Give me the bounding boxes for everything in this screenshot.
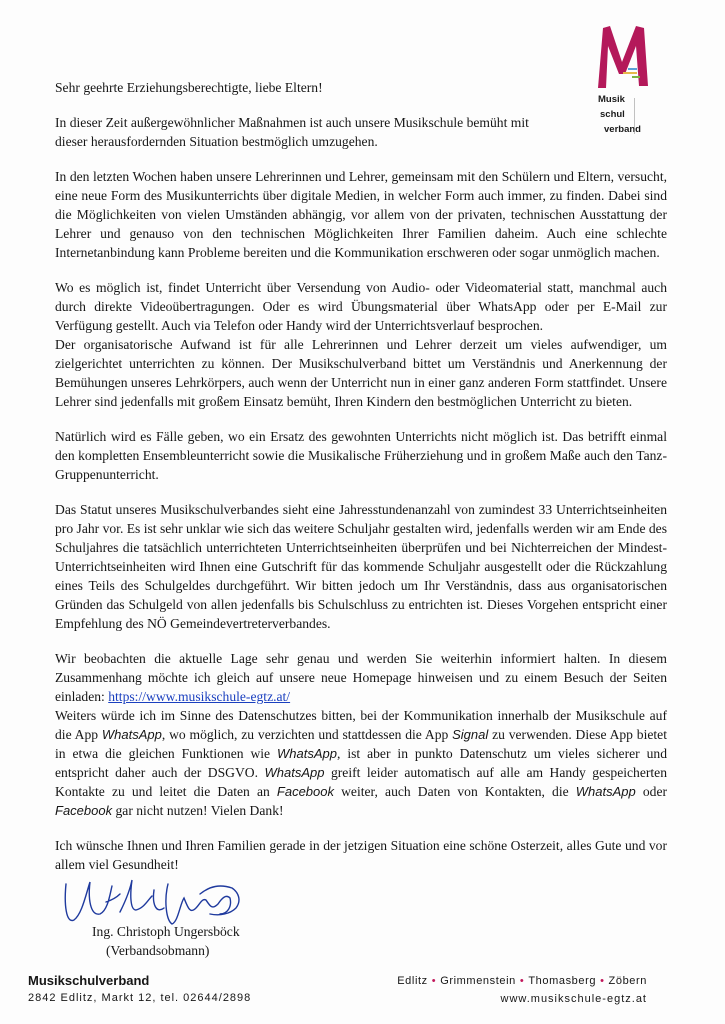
paragraph-exceptions: Natürlich wird es Fälle geben, wo ein Ersatz des gewohnten Unterrichts nicht möglich ist. Das betrifft einmal den kompletten Ensembleunterricht sowie die Musikalische Früherziehung und in großem Maße auch den Tanz-Gruppenunterricht. [55,429,667,482]
paragraph-statute: Das Statut unseres Musikschulverbandes sieht eine Jahresstundenanzahl von zumindest 33 Unterrichtseinheiten pro Jahr vor. Es ist sehr unklar wie sich das weitere Schuljahr gestalten wird, jedenfalls werden wir am Ende des Schuljahres die tatsächlich unterrichteten Unterrichtseinheiten überprüfen und bei Nichterreichen der Mindest-Unterrichtseinheiten wird Ihnen eine Gutschrift für das kommende Schuljahr ausgestellt oder die Rückzahlung eines Teils des Schulgeldes durchgeführt. Wir bitten jedoch um Ihr Verständnis, dass aus organisatorischen Gründen das Schulgeld von allen jedenfalls bis Schulschluss zu entrichten ist. Dieses Vorgehen entspricht einer Empfehlung des NÖ Gemeindevertreterverbandes. [55,502,667,631]
dp-text-7: oder [635,784,667,799]
place-thomasberg: Thomasberg [528,975,597,987]
signer-name: Ing. Christoph Ungersböck [92,924,240,939]
dp-text-6: weiter, auch Daten von Kontakten, die [334,784,576,799]
footer-locations [397,972,647,1008]
logo-line-1: Musik [598,94,625,105]
dp-text-2: , wo möglich, zu verzichten und stattdessen die App [161,727,453,742]
homepage-text: Wir beobachten die aktuelle Lage sehr genau und werden Sie weiterhin informiert halten. In diesem Zusammenhang möchte ich gleich auf unsere neue Homepage hinweisen und zu einem Besuch der Seiten einladen: [55,651,667,704]
footer-address [28,972,251,1007]
app-name-whatsapp: WhatsApp [277,746,337,761]
paragraph-data-protection [55,706,667,820]
place-zoebern: Zöbern [608,975,647,987]
app-name-signal: Signal [452,727,489,742]
footer-org-name: Musikschulverband [28,973,150,988]
footer-address-line: 2842 Edlitz, Markt 12, tel. 02644/2898 [28,992,252,1004]
bullet-separator: • [431,975,437,987]
signer-block [92,922,240,960]
signer-role: (Verbandsobmann) [106,943,210,958]
bullet-separator: • [519,975,525,987]
paragraph-material: Wo es möglich ist, findet Unterricht über Versendung von Audio- oder Videomaterial statt, manchmal auch durch direkte Videoübertragungen. Oder es wird Übungsmaterial über WhatsApp oder per E-Mail zur Verfügung gestellt. Auch via Telefon oder Handy wird der Unterrichtsverlauf besprochen. [55,280,667,333]
place-edlitz: Edlitz [397,975,428,987]
homepage-link[interactable]: https://www.musikschule-egtz.at/ [108,689,291,704]
handwritten-signature [60,864,260,930]
app-name-facebook: Facebook [276,784,334,799]
logo-line-3: verband [604,124,641,135]
footer-website: www.musikschule-egtz.at [500,993,647,1005]
letter-body [55,78,667,874]
dp-text-3: zu verwenden. Diese App bietet in etwa die gleichen Funktionen wie [55,727,667,761]
dp-text-4: , ist aber in punkto Datenschutz um vieles sicherer und entspricht daher auch der DSGVO. [55,746,667,780]
dp-text-1: Weiters würde ich im Sinne des Datenschutzes bitten, bei der Kommunikation innerhalb der Musikschule auf die App [55,708,667,742]
app-name-whatsapp: WhatsApp [264,765,325,780]
bullet-separator: • [600,975,605,987]
closing-paragraph: Ich wünsche Ihnen und Ihren Familien gerade in der jetzigen Situation eine schöne Osterzeit, alles Gute und vor allem viel Gesundheit! [55,838,667,872]
intro-paragraph: In dieser Zeit außergewöhnlicher Maßnahmen ist auch unsere Musikschule bemüht mit dieser herausfordernden Situation bestmöglich umzugehen. [55,115,529,149]
dp-text-8: gar nicht nutzen! Vielen Dank! [112,803,284,818]
place-grimmenstein: Grimmenstein [440,975,516,987]
app-name-whatsapp: WhatsApp [575,784,636,799]
app-name-whatsapp: WhatsApp [101,727,162,742]
app-name-facebook: Facebook [55,803,113,818]
paragraph-digital-lessons: In den letzten Wochen haben unsere Lehrerinnen und Lehrer, gemeinsam mit den Schülern und Eltern, versucht, eine neue Form des Musikunterrichts über digitale Medien, in welcher Form auch immer, zu finden. Dabei sind die Möglichkeiten von vielen Umständen abhängig, vor allem von der privaten, technischen Ausstattung der Lehrer und genauso von den technischen Möglichkeiten Ihrer Familien daheim. Auch eine schlechte Internetanbindung kann Probleme bereiten und die Kommunikation erschweren oder sogar unmöglich machen. [55,169,667,260]
paragraph-homepage [55,649,667,706]
footer-places [397,972,647,990]
greeting: Sehr geehrte Erziehungsberechtigte, liebe Eltern! [55,80,323,95]
logo-line-2: schul [600,109,625,120]
dp-text-5: greift leider automatisch auf alle am Handy gespeicherten Kontakte zu und leitet die Daten an [55,765,667,799]
paragraph-effort: Der organisatorische Aufwand ist für alle Lehrerinnen und Lehrer derzeit um vieles aufwendiger, um zielgerichtet unterrichten zu können. Der Musikschulverband bittet um Verständnis und Anerkennung der Bemühungen unseres Lehrkörpers, auch wenn der Unterricht nun in einer ganz anderen Form stattfindet. Unsere Lehrer sind jedenfalls mit großem Einsatz bemüht, Ihren Kindern den bestmöglichen Unterricht zu bieten. [55,337,667,409]
